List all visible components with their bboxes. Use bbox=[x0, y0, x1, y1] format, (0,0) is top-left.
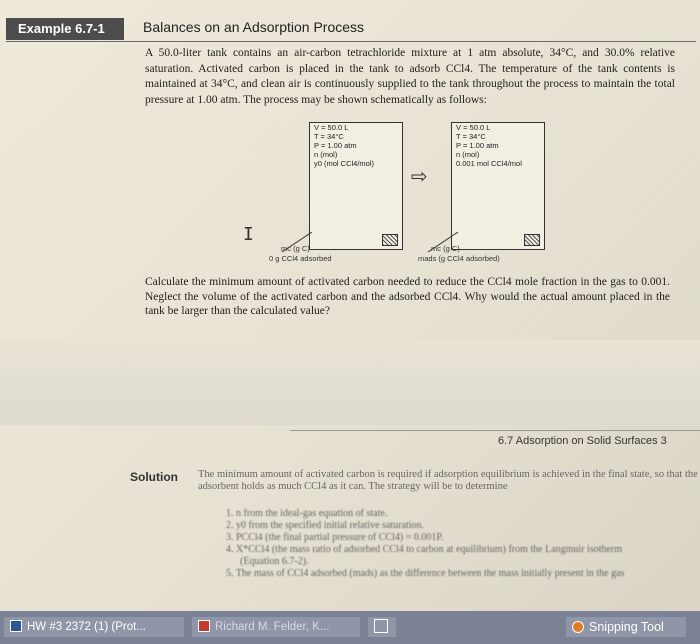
process-arrow-icon: ⇨ bbox=[411, 164, 428, 188]
example-tag: Example 6.7-1 bbox=[6, 18, 124, 40]
right-tank-line: 0.001 mol CCl4/mol bbox=[456, 159, 522, 168]
page-gap bbox=[0, 340, 700, 425]
right-carbon-label: mc (g C) bbox=[431, 244, 460, 253]
text-cursor-icon: I bbox=[243, 224, 254, 245]
right-tank-line: T = 34°C bbox=[456, 132, 486, 141]
section-rule bbox=[290, 430, 700, 431]
left-tank-line: P = 1.00 atm bbox=[314, 141, 357, 150]
solution-label: Solution bbox=[130, 470, 178, 484]
solution-step: 5. The mass of CCl4 adsorbed (mads) as the difference between the mass initially present in the gas bbox=[226, 568, 625, 579]
solution-step: 1. n from the ideal-gas equation of state. bbox=[226, 508, 388, 519]
taskbar-item-label: HW #3 2372 (1) (Prot... bbox=[27, 621, 146, 633]
left-tank bbox=[309, 122, 403, 250]
window-icon bbox=[374, 619, 388, 633]
solution-steps bbox=[226, 508, 700, 580]
solution-step: 4. X*CCl4 (the mass ratio of adsorbed CCl4 to carbon at equilibrium) from the Langmuir isotherm bbox=[226, 544, 623, 555]
solution-step: (Equation 6.7-2). bbox=[240, 556, 309, 567]
right-tank-line: P = 1.00 atm bbox=[456, 141, 499, 150]
header-rule bbox=[6, 41, 696, 42]
solution-step: 3. PCCl4 (the final partial pressure of CCl4) = 0.001P. bbox=[226, 532, 444, 543]
right-adsorbed-label: mads (g CCl4 adsorbed) bbox=[418, 254, 500, 263]
taskbar-item-word[interactable] bbox=[4, 617, 184, 637]
taskbar bbox=[0, 611, 700, 644]
left-tank-line: T = 34°C bbox=[314, 132, 344, 141]
right-tank bbox=[451, 122, 545, 250]
solution-intro: The minimum amount of activated carbon is required if adsorption equilibrium is achieved in the final state, so that the adsorbent holds as much CCl4 as it can. The strategy will be to determine bbox=[198, 469, 698, 492]
taskbar-item-app[interactable] bbox=[368, 617, 396, 637]
left-adsorbed-label: 0 g CCl4 adsorbed bbox=[269, 254, 332, 263]
right-tank-line: n (mol) bbox=[456, 150, 480, 159]
section-header: 6.7 Adsorption on Solid Surfaces 3 bbox=[498, 435, 667, 447]
right-tank-line: V = 50.0 L bbox=[456, 123, 491, 132]
taskbar-item-snipping-tool[interactable] bbox=[566, 617, 686, 637]
pdf-icon bbox=[198, 620, 210, 632]
taskbar-item-label: Richard M. Felder, K... bbox=[215, 621, 330, 633]
problem-statement: A 50.0-liter tank contains an air-carbon tetrachloride mixture at 1 atm absolute, 34°C, and 30.0% relative saturation. Activated carbon is placed in the tank to adsorb CCl4. The temperature of the tank contents is maintained at 34°C, and clean air is continuously supplied to the tank throughout the process to maintain the total pressure at 1.00 atm. The process may be shown schematically as follows: bbox=[145, 47, 675, 106]
word-icon bbox=[10, 620, 22, 632]
left-carbon-label: mc (g C) bbox=[281, 244, 310, 253]
scissors-icon bbox=[572, 621, 584, 633]
left-tank-line: y0 (mol CCl4/mol) bbox=[314, 159, 375, 168]
example-title: Balances on an Adsorption Process bbox=[143, 19, 365, 35]
left-tank-line: V = 50.0 L bbox=[314, 123, 349, 132]
taskbar-item-pdf[interactable] bbox=[192, 617, 360, 637]
question-text: Calculate the minimum amount of activated carbon needed to reduce the CCl4 mole fraction in the gas to 0.001. Neglect the volume of the activated carbon and the adsorbed CCl4. Why would the actual amount placed in the tank be larger than the calculated value? bbox=[145, 276, 670, 317]
left-tank-line: n (mol) bbox=[314, 150, 338, 159]
solution-step: 2. y0 from the specified initial relative saturation. bbox=[226, 520, 424, 531]
taskbar-item-label: Snipping Tool bbox=[589, 620, 664, 634]
pointer-lines bbox=[280, 232, 580, 254]
